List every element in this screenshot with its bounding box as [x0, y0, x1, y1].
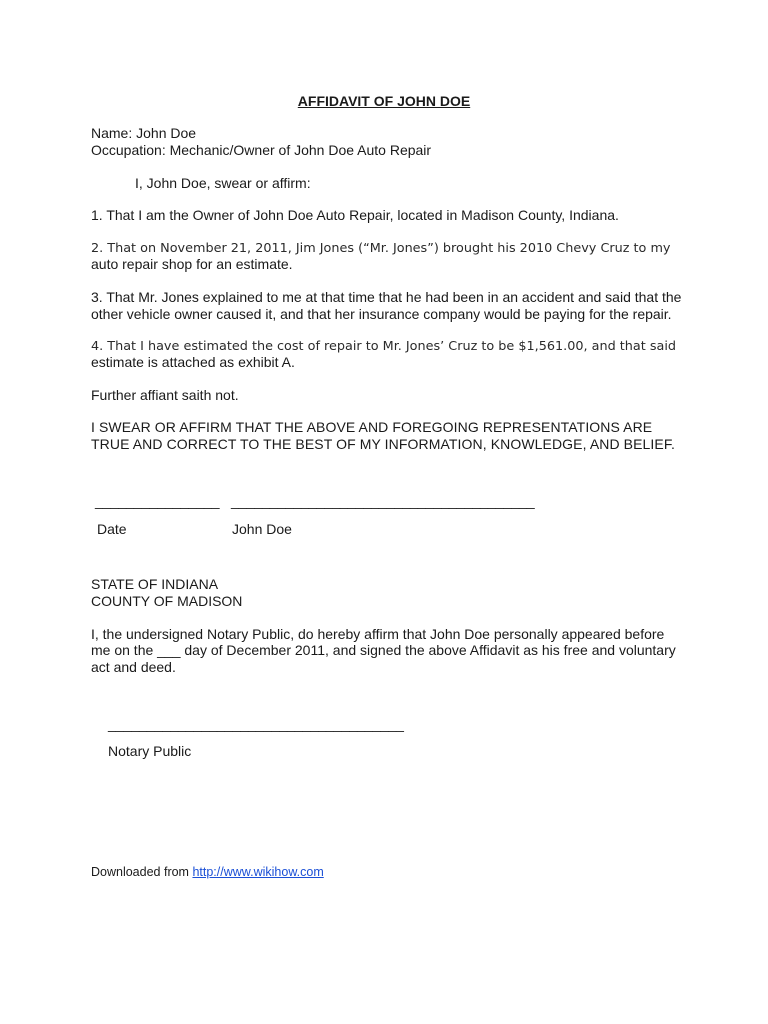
- name-line: Name: John Doe: [91, 125, 197, 141]
- occupation-line: Occupation: Mechanic/Owner of John Doe Auto Repair: [91, 142, 432, 158]
- notary-signature-line: ______________________________________: [108, 716, 404, 732]
- item-4-line-2: estimate is attached as exhibit A.: [91, 354, 295, 370]
- date-label: Date: [97, 521, 127, 537]
- item-2-line-1: 2. That on November 21, 2011, Jim Jones (“Mr. Jones”) brought his 2010 Chevy Cruz to my: [91, 241, 671, 256]
- swear-line: I, John Doe, swear or affirm:: [135, 175, 311, 191]
- item-1: 1. That I am the Owner of John Doe Auto Repair, located in Madison County, Indiana.: [91, 207, 619, 223]
- notary-text-line-3: act and deed.: [91, 659, 176, 675]
- wikihow-link[interactable]: http://www.wikihow.com: [192, 865, 324, 879]
- oath-line-2: TRUE AND CORRECT TO THE BEST OF MY INFORMATION, KNOWLEDGE, AND BELIEF.: [91, 436, 675, 452]
- document-title: AFFIDAVIT OF JOHN DOE: [297, 93, 471, 109]
- downloaded-from-line: [91, 864, 324, 881]
- state-line: STATE OF INDIANA: [91, 576, 219, 592]
- date-signature-line: ________________: [95, 493, 220, 509]
- notary-text-line-1: I, the undersigned Notary Public, do hereby affirm that John Doe personally appeared before: [91, 626, 665, 642]
- item-4-line-1: 4. That I have estimated the cost of repair to Mr. Jones’ Cruz to be $1,561.00, and that said: [91, 339, 677, 354]
- signer-name-label: John Doe: [232, 521, 292, 537]
- county-line: COUNTY OF MADISON: [91, 593, 243, 609]
- notary-public-label: Notary Public: [108, 743, 192, 759]
- item-3-line-1: 3. That Mr. Jones explained to me at that time that he had been in an accident and said that the: [91, 289, 682, 305]
- item-3-line-2: other vehicle owner caused it, and that her insurance company would be paying for the repair.: [91, 306, 672, 322]
- name-signature-line: _______________________________________: [231, 493, 535, 509]
- oath-line-1: I SWEAR OR AFFIRM THAT THE ABOVE AND FOREGOING REPRESENTATIONS ARE: [91, 419, 653, 435]
- further-affiant-line: Further affiant saith not.: [91, 387, 239, 403]
- downloaded-prefix: Downloaded from: [91, 865, 193, 879]
- notary-text-line-2: me on the ___ day of December 2011, and signed the above Affidavit as his free and voluntary: [91, 642, 676, 658]
- item-2-line-2: auto repair shop for an estimate.: [91, 256, 293, 272]
